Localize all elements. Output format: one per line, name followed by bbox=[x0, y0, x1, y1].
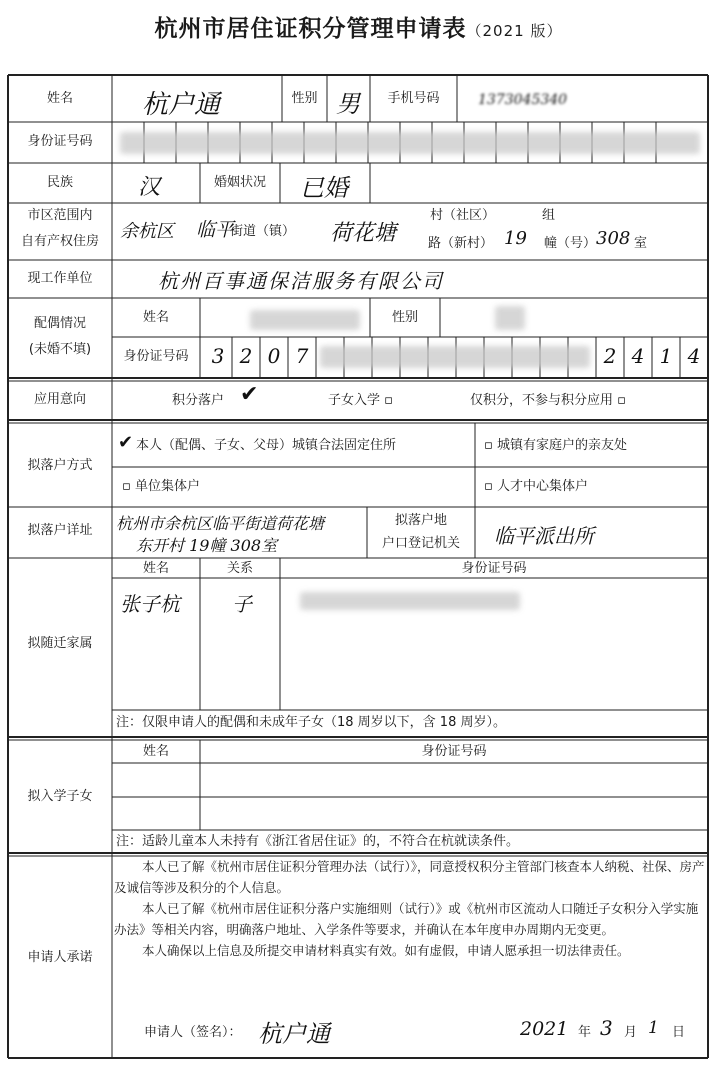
spouse-id-digit: 3 bbox=[211, 344, 225, 368]
pledge-paragraph-1: 本人已了解《杭州市居住证积分管理办法（试行）》，同意授权积分主管部门核查本人纳税、社保、房产及诚信等涉及积分的个人信息。 bbox=[114, 859, 705, 895]
sign-day: 1 bbox=[648, 1018, 659, 1038]
pledge-paragraph-2: 本人已了解《杭州市居住证积分落户实施细则（试行）》或《杭州市区流动人口随迁子女积分入学实施办法》等相关内容，明确落户地址、入学条件等要求，并确认在本年度申办周期内无变更。 bbox=[114, 901, 699, 937]
gender-label: 性别 bbox=[291, 91, 318, 106]
spouse-name-label: 姓名 bbox=[142, 310, 169, 325]
pledge-label: 申请人承诺 bbox=[27, 950, 93, 965]
spouse-gender-redacted bbox=[495, 306, 525, 330]
school-note: 注：适龄儿童本人未持有《浙江省居住证》的，不符合在杭就读条件。 bbox=[116, 834, 520, 849]
school-label: 拟入学子女 bbox=[27, 789, 93, 804]
spouse-id-digit: 2 bbox=[239, 344, 253, 368]
spouse-label: 配偶情况 bbox=[33, 316, 86, 331]
housing-label-1: 市区范围内 bbox=[27, 208, 93, 223]
intention-opt-points-settlement[interactable]: 积分落户 bbox=[172, 393, 225, 408]
check-icon: ✔ bbox=[240, 382, 259, 407]
employer-value: 杭州百事通保洁服务有限公司 bbox=[158, 269, 444, 293]
registration-office-label-2: 户口登记机关 bbox=[381, 536, 460, 551]
gender-value: 男 bbox=[336, 90, 360, 118]
sign-year: 2021 bbox=[520, 1018, 569, 1040]
family-member-name: 张子杭 bbox=[120, 592, 180, 616]
registration-office-value: 临平派出所 bbox=[494, 524, 594, 548]
family-member-id-redacted bbox=[300, 592, 520, 610]
family-note: 注：仅限申请人的配偶和未成年子女（18 周岁以下，含 18 周岁）。 bbox=[116, 715, 506, 730]
id-number-redacted bbox=[120, 132, 700, 154]
village-unit: 村（社区） bbox=[430, 208, 496, 223]
settle-opt-relatives[interactable]: ▫ 城镇有家庭户的亲友处 bbox=[484, 438, 627, 453]
sign-day-unit: 日 bbox=[672, 1025, 686, 1040]
ethnicity-value: 汉 bbox=[138, 175, 161, 200]
intention-opt-child-school[interactable]: 子女入学 ▫ bbox=[328, 393, 393, 408]
building-value: 19 bbox=[504, 228, 527, 249]
intention-label: 应用意向 bbox=[33, 392, 86, 407]
sign-month: 3 bbox=[600, 1016, 613, 1040]
spouse-label-note: (未婚不填) bbox=[28, 342, 92, 357]
school-col-name: 姓名 bbox=[142, 744, 169, 759]
settle-address-line1: 杭州市余杭区临平街道荷花塘 bbox=[116, 514, 325, 533]
check-icon: ✔ bbox=[118, 432, 134, 453]
district-value: 余杭区 bbox=[120, 221, 174, 242]
road-unit: 路（新村） bbox=[428, 236, 494, 251]
pledge-text bbox=[114, 856, 710, 961]
road-value: 荷花塘 bbox=[330, 221, 397, 246]
spouse-gender-label: 性别 bbox=[391, 310, 418, 325]
settle-mode-label: 拟落户方式 bbox=[27, 458, 93, 473]
form-title-text: 杭州市居住证积分管理申请表 bbox=[154, 16, 467, 42]
name-value: 杭户通 bbox=[142, 90, 221, 120]
family-col-name: 姓名 bbox=[142, 561, 169, 576]
form-edition: （2021 版） bbox=[466, 22, 563, 40]
street-value: 临平 bbox=[196, 219, 235, 241]
spouse-id-label: 身份证号码 bbox=[123, 349, 189, 364]
street-unit: 街道（镇） bbox=[230, 224, 296, 239]
family-col-relation: 关系 bbox=[226, 561, 253, 576]
sign-month-unit: 月 bbox=[624, 1025, 638, 1040]
school-col-id: 身份证号码 bbox=[421, 744, 487, 759]
settle-opt-talent-center[interactable]: ▫ 人才中心集体户 bbox=[484, 479, 588, 494]
room-unit: 室 bbox=[634, 236, 648, 251]
spouse-id-redacted bbox=[320, 346, 590, 368]
settle-address-label: 拟落户详址 bbox=[27, 523, 93, 538]
marital-value: 已婚 bbox=[300, 174, 348, 202]
employer-label: 现工作单位 bbox=[27, 271, 93, 286]
spouse-name-redacted bbox=[250, 310, 360, 330]
sign-year-unit: 年 bbox=[578, 1025, 592, 1040]
settle-address-line2: 东开村 19幢 308室 bbox=[136, 536, 278, 555]
building-unit: 幢（号） bbox=[544, 236, 597, 251]
spouse-id-digit: 4 bbox=[687, 344, 701, 368]
housing-label-2: 自有产权住房 bbox=[20, 234, 99, 249]
id-label: 身份证号码 bbox=[27, 134, 93, 149]
pledge-paragraph-3: 本人确保以上信息及所提交申请材料真实有效。如有虚假，申请人愿承担一切法律责任。 bbox=[142, 943, 630, 958]
spouse-id-digit: 0 bbox=[267, 344, 281, 368]
settle-opt-own-residence[interactable]: 本人（配偶、子女、父母）城镇合法固定住所 bbox=[136, 438, 397, 453]
intention-opt-points-only[interactable]: 仅积分，不参与积分应用 ▫ bbox=[470, 393, 626, 408]
spouse-id-digit: 1 bbox=[659, 344, 673, 368]
signature-label: 申请人（签名）： bbox=[144, 1025, 242, 1040]
phone-value: 1373045340 bbox=[478, 92, 568, 108]
family-label: 拟随迁家属 bbox=[27, 636, 93, 651]
phone-label: 手机号码 bbox=[387, 91, 440, 106]
group-unit: 组 bbox=[542, 208, 556, 223]
room-value: 308 bbox=[596, 228, 631, 249]
signature-value: 杭户通 bbox=[258, 1020, 330, 1048]
family-col-id: 身份证号码 bbox=[461, 561, 527, 576]
family-member-relation: 子 bbox=[232, 592, 252, 616]
marital-label: 婚姻状况 bbox=[213, 175, 266, 190]
settle-opt-unit-collective[interactable]: ▫ 单位集体户 bbox=[122, 479, 200, 494]
ethnicity-label: 民族 bbox=[46, 175, 73, 190]
registration-office-label-1: 拟落户地 bbox=[394, 513, 447, 528]
name-label: 姓名 bbox=[46, 91, 73, 106]
spouse-id-digit: 7 bbox=[295, 344, 309, 368]
spouse-id-digit: 2 bbox=[603, 344, 617, 368]
spouse-id-digit: 4 bbox=[631, 344, 645, 368]
